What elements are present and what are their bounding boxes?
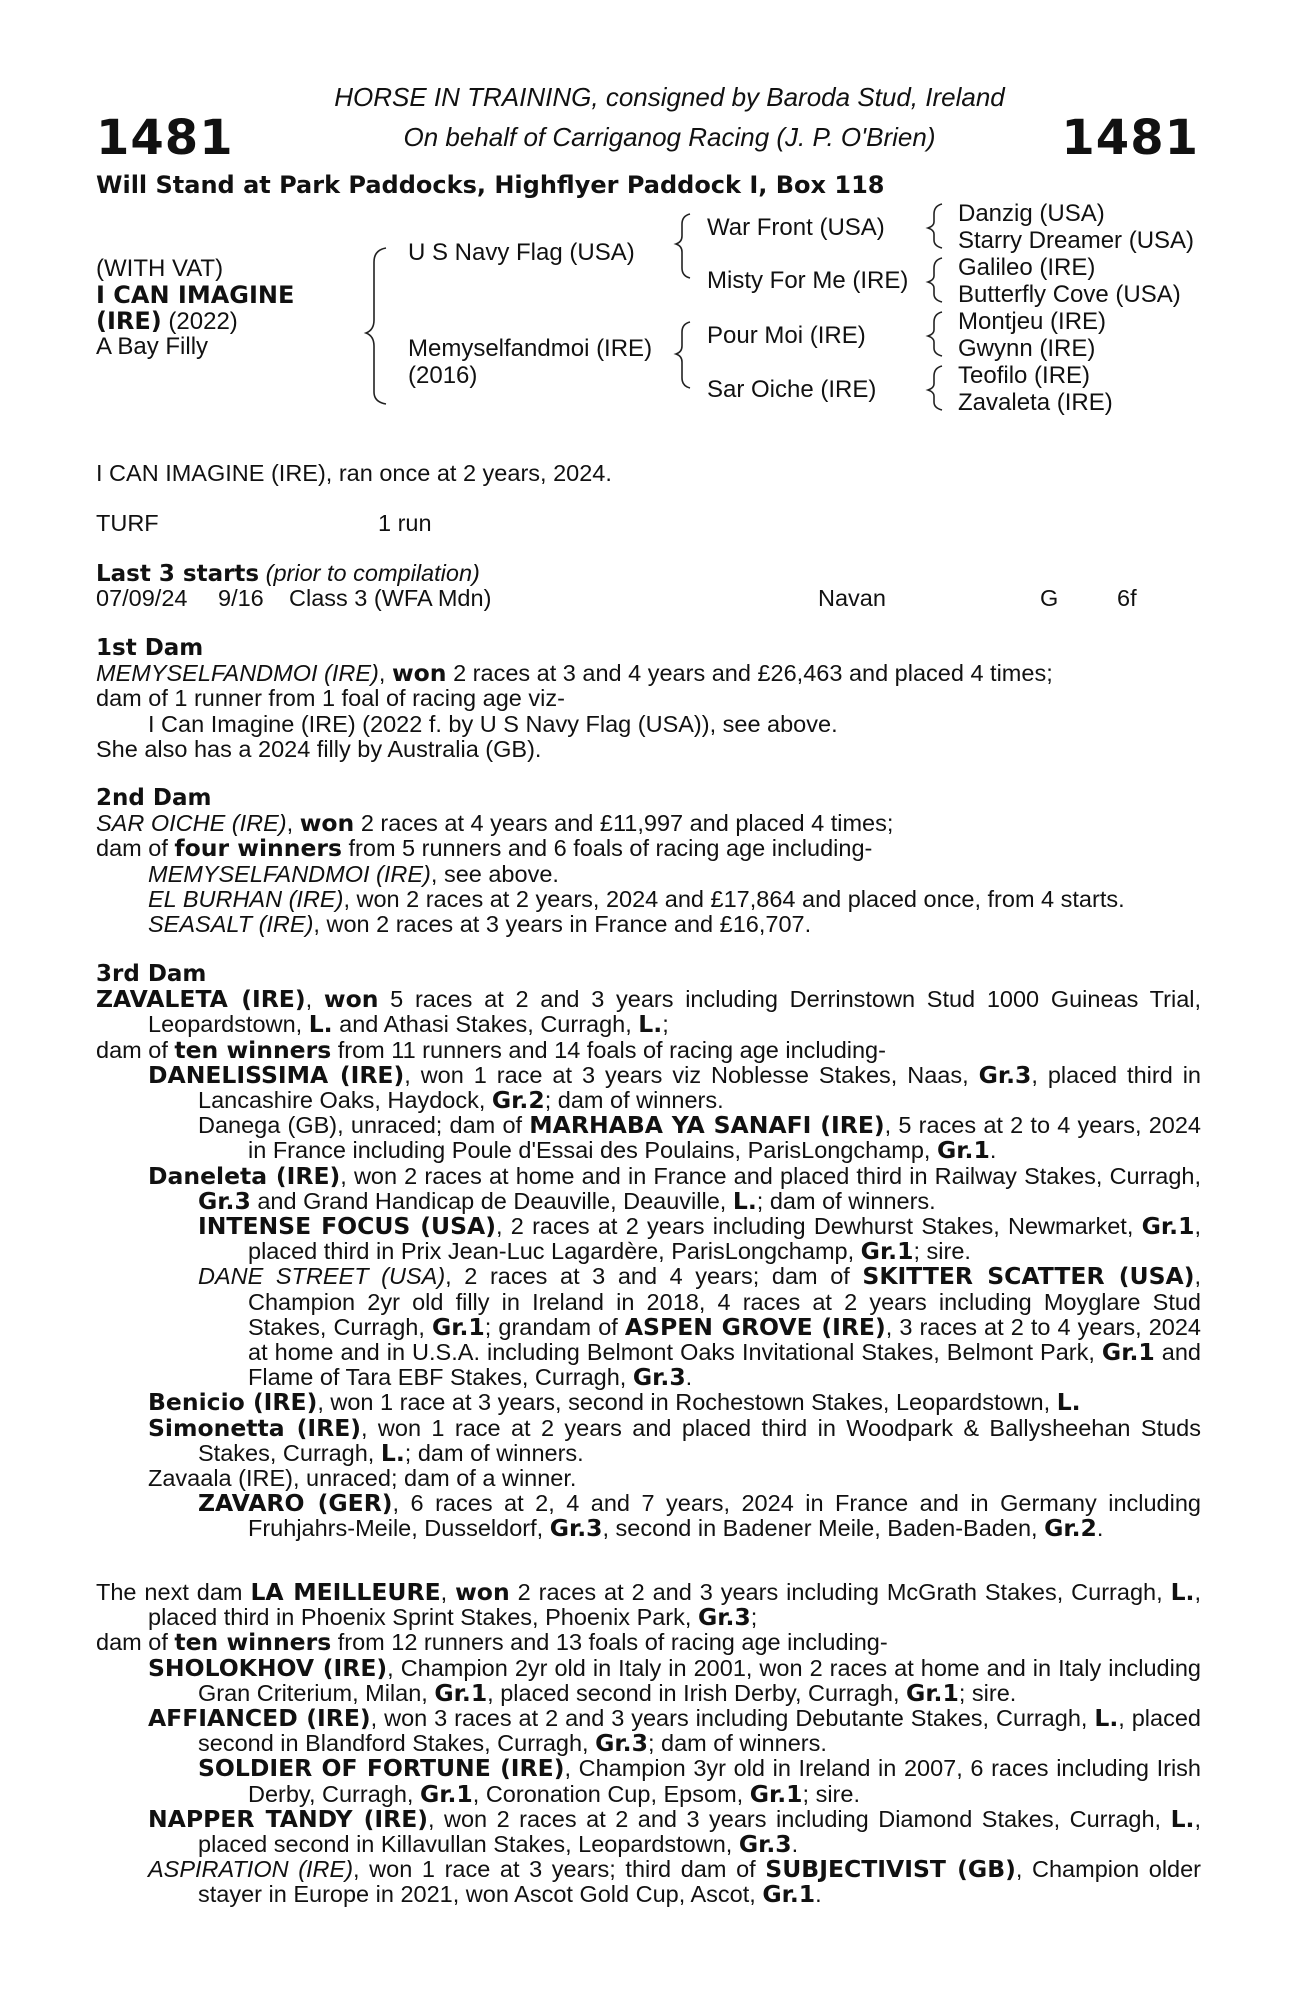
start-date: 07/09/24: [96, 585, 188, 611]
dam-dam: Sar Oiche (IRE): [707, 376, 877, 403]
ggp-2: Starry Dreamer (USA): [958, 227, 1195, 254]
start-going: G: [1040, 585, 1059, 611]
ggp-8: Zavaleta (IRE): [958, 389, 1113, 416]
first-dam-foal: She also has a 2024 filly by Australia (GB).: [96, 735, 542, 762]
next-dam-section: [96, 1580, 1201, 1908]
sire-dam: Misty For Me (IRE): [707, 267, 909, 294]
danelissima-entry: DANELISSIMA (IRE), won 1 race at 3 years viz Noblesse Stakes, Naas, Gr.3, placed third in Lancashire Oaks, Haydock, Gr.2; dam of winners.: [148, 1060, 1201, 1115]
horse-name: I CAN IMAGINE: [96, 281, 295, 309]
horse-description: A Bay Filly: [96, 333, 209, 360]
lot-number-right: 1481: [1061, 110, 1199, 166]
last-starts-heading: Last 3 starts: [96, 561, 260, 587]
horse-year: (2022): [161, 308, 238, 335]
third-dam-produce: dam of ten winners from 11 runners and 14 foals of racing age including-: [96, 1035, 886, 1064]
first-dam-heading: 1st Dam: [96, 635, 204, 661]
danega-entry: Danega (GB), unraced; dam of MARHABA YA SANAFI (IRE), 5 races at 2 to 4 years, 2024 in France including Poule d'Essai des Poulains, ParisLongchamp, Gr.1.: [198, 1111, 1201, 1165]
next-dam-produce: dam of ten winners from 12 runners and 13 foals of racing age including-: [96, 1628, 888, 1657]
start-distance: 6f: [1117, 585, 1137, 611]
lot-number-left: 1481: [96, 110, 234, 166]
dam: Memyselfandmoi (IRE): [408, 335, 653, 362]
turf-label: TURF: [96, 510, 159, 536]
first-dam-runner: I Can Imagine (IRE) (2022 f. by U S Navy Flag (USA)), see above.: [148, 710, 838, 737]
affianced-entry: AFFIANCED (IRE), won 3 races at 2 and 3 years including Debutante Stakes, Curragh, L., placed second in Blandford Stakes, Curragh, Gr.3; dam of winners.: [148, 1704, 1201, 1758]
first-dam-name: MEMYSELFANDMOI (IRE): [96, 660, 379, 687]
third-dam-heading: 3rd Dam: [96, 961, 207, 987]
intense-focus-entry: INTENSE FOCUS (USA), 2 races at 2 years including Dewhurst Stakes, Newmarket, Gr.1, placed third in Prix Jean-Luc Lagardère, ParisLongchamp, Gr.1; sire.: [198, 1212, 1201, 1266]
ggp-4: Butterfly Cove (USA): [958, 281, 1181, 308]
last-starts-note: (prior to compilation): [259, 560, 480, 586]
last-starts-heading-line: [96, 560, 480, 587]
soldier-of-fortune-entry: SOLDIER OF FORTUNE (IRE), Champion 3yr old in Ireland in 2007, 6 races including Irish Derby, Curragh, Gr.1, Coronation Cup, Epsom, Gr.1; sire.: [198, 1754, 1201, 1808]
simonetta-entry: Simonetta (IRE), won 1 race at 2 years and placed third in Woodpark & Ballysheehan Studs Stakes, Curragh, L.; dam of winners.: [148, 1413, 1201, 1467]
horse-suffix: (IRE): [96, 307, 162, 335]
turf-runs: 1 run: [378, 510, 432, 536]
second-dam-heading: 2nd Dam: [96, 785, 212, 811]
daneleta-entry: Daneleta (IRE), won 2 races at home and in France and placed third in Railway Stakes, Curragh, Gr.3 and Grand Handicap de Deauville, Deauville, L.; dam of winners.: [148, 1161, 1202, 1215]
ggp-1: Danzig (USA): [958, 200, 1105, 227]
pedigree-braces: [0, 0, 1315, 420]
third-dam-record: ZAVALETA (IRE), won 5 races at 2 and 3 years including Derrinstown Stud 1000 Guineas Trial, Leopardstown, L. and Athasi Stakes, Curragh, L.;: [96, 985, 1202, 1039]
third-dam-section: [96, 962, 1201, 1542]
race-summary: I CAN IMAGINE (IRE), ran once at 2 years, 2024.: [96, 460, 612, 486]
ggp-3: Galileo (IRE): [958, 254, 1096, 281]
sholokhov-entry: SHOLOKHOV (IRE), Champion 2yr old in Italy in 2001, won 2 races at home and in Italy including Gran Criterium, Milan, Gr.1, placed second in Irish Derby, Curragh, Gr.1; sire.: [148, 1653, 1201, 1707]
first-dam-section: [96, 636, 1201, 762]
second-dam-produce-2: EL BURHAN (IRE), won 2 races at 2 years, 2024 and £17,864 and placed once, from 4 starts.: [148, 885, 1125, 912]
first-dam-produce: dam of 1 runner from 1 foal of racing age viz-: [96, 685, 565, 712]
vat-note: (WITH VAT): [96, 255, 224, 282]
ggp-7: Teofilo (IRE): [958, 362, 1091, 389]
second-dam-produce: dam of four winners from 5 runners and 6 foals of racing age including-: [96, 834, 873, 863]
aspiration-entry: ASPIRATION (IRE), won 1 race at 3 years; third dam of SUBJECTIVIST (GB), Champion older stayer in Europe in 2021, won Ascot Gold Cup, Ascot, Gr.1.: [148, 1855, 1202, 1909]
benicio-entry: Benicio (IRE), won 1 race at 3 years, second in Rochestown Stakes, Leopardstown, L.: [148, 1388, 1081, 1417]
napper-tandy-entry: NAPPER TANDY (IRE), won 2 races at 2 and 3 years including Diamond Stakes, Curragh, L., placed second in Killavullan Stakes, Leopardstown, Gr.3.: [148, 1804, 1201, 1859]
second-dam-name: SAR OICHE (IRE): [96, 810, 287, 837]
second-dam-produce-1: MEMYSELFANDMOI (IRE), see above.: [148, 860, 559, 887]
dane-street-entry: DANE STREET (USA), 2 races at 3 and 4 years; dam of SKITTER SCATTER (USA), Champion 2yr old filly in Ireland in 2018, 4 races at 2 years including Moyglare Stud Stakes, Curragh, Gr.1; grandam of ASPEN GROVE (IRE), 3 races at 2 to 4 years, 2024 at home and in U.S.A. including Belmont Oaks Invitational Stakes, Belmont Park, Gr.1 and Flame of Tara EBF Stakes, Curragh, Gr.3.: [198, 1262, 1202, 1392]
zavaro-entry: ZAVARO (GER), 6 races at 2, 4 and 7 years, 2024 in France and in Germany including Fruhjahrs-Meile, Dusseldorf, Gr.3, second in Badener Meile, Baden-Baden, Gr.2.: [198, 1489, 1201, 1543]
consignor-line: HORSE IN TRAINING, consigned by Baroda Stud, Ireland: [334, 82, 1005, 112]
start-position: 9/16: [218, 585, 264, 611]
first-dam-record: MEMYSELFANDMOI (IRE), won 2 races at 3 and 4 years and £26,463 and placed 4 times;: [96, 659, 1053, 688]
second-dam-section: [96, 786, 1201, 937]
sire: U S Navy Flag (USA): [408, 239, 635, 266]
ggp-5: Montjeu (IRE): [958, 308, 1107, 335]
start-course: Navan: [818, 585, 886, 611]
on-behalf-line: On behalf of Carriganog Racing (J. P. O'Brien): [403, 122, 936, 152]
sire-sire: War Front (USA): [707, 214, 885, 241]
dam-year: (2016): [408, 362, 478, 389]
ggp-6: Gwynn (IRE): [958, 335, 1096, 362]
stand-location: Will Stand at Park Paddocks, Highflyer Paddock I, Box 118: [96, 171, 885, 199]
second-dam-produce-3: SEASALT (IRE), won 2 races at 3 years in France and £16,707.: [148, 911, 812, 938]
next-dam-record: The next dam LA MEILLEURE, won 2 races at 2 and 3 years including McGrath Stakes, Curragh, L., placed third in Phoenix Sprint Stakes, Phoenix Park, Gr.3;: [96, 1578, 1201, 1632]
zavaala-entry: Zavaala (IRE), unraced; dam of a winner.: [148, 1465, 577, 1492]
start-race: Class 3 (WFA Mdn): [289, 585, 492, 611]
dam-sire: Pour Moi (IRE): [707, 322, 866, 349]
second-dam-record: SAR OICHE (IRE), won 2 races at 4 years and £11,997 and placed 4 times;: [96, 809, 894, 838]
